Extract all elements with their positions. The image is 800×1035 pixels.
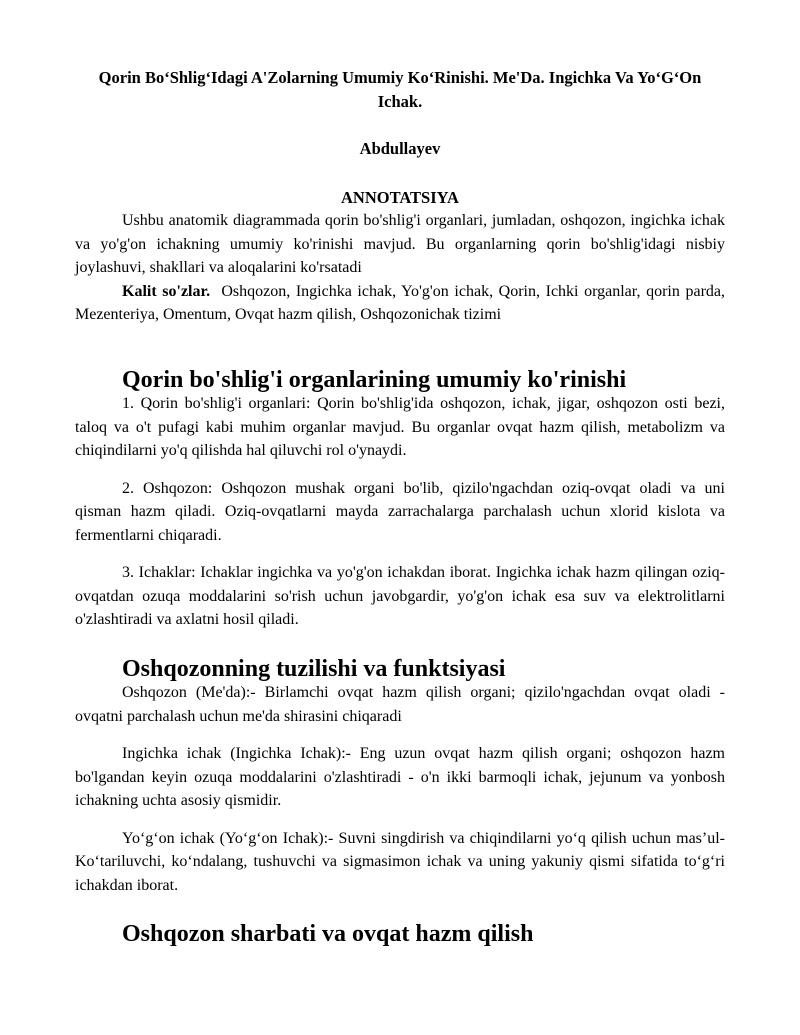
section-heading-overview: Qorin bo'shlig'i organlarining umumiy ko'rinishi: [122, 366, 627, 393]
keywords-paragraph: [75, 280, 725, 327]
document-title: Qorin Bo‘Shlig‘Idagi A'Zolarning Umumiy Ko‘Rinishi. Me'Da. Ingichka Va Yo‘G‘On Ichak.: [98, 68, 702, 111]
paragraph-intestines: 3. Ichaklar: Ichaklar ingichka va yo'g'on ichakdan iborat. Ingichka ichak hazm qilingan oziq-ovqatdan ozuqa moddalarini so'rish uchun javobgardir, yo'g'on ichak esa suv va elektrolitlarni o'zlashtiradi va axlatni hosil qiladi.: [75, 564, 725, 628]
document-page: [75, 66, 725, 947]
spacer: [75, 547, 725, 561]
spacer: [75, 463, 725, 477]
paragraph-small-intestine: Ingichka ichak (Ingichka Ichak):- Eng uzun ovqat hazm qilish organi; oshqozon hazm bo'lgandan keyin ozuqa moddalarini o'zlashtiradi - o'n ikki barmoqli ichak, jejunum va yonbosh ichakning uchta asosiy qismidir.: [75, 745, 725, 809]
paragraph-abdominal-organs: 1. Qorin bo'shlig'i organlari: Qorin bo'shlig'ida oshqozon, ichak, jigar, oshqozon osti bezi, taloq va o't pufagi kabi muhim organlar mavjud. Bu organlar ovqat hazm qilish, metabolizm va chiqindilarni yo'q qilishda hal qiluvchi rol o'ynaydi.: [75, 395, 725, 459]
keywords-label: Kalit so'zlar.: [122, 282, 211, 300]
spacer: [75, 632, 725, 658]
annotation-paragraph: Ushbu anatomik diagrammada qorin bo'shlig'i organlari, jumladan, oshqozon, ingichka ichak va yo'g'on ichakning umumiy ko'rinishi mavjud. Bu organlarning qorin bo'shlig'idagi nisbiy joylashuvi, shakllari va aloqalarini ko'rsatadi: [75, 212, 725, 276]
paragraph-large-intestine: Yo‘g‘on ichak (Yo‘g‘on Ichak):- Suvni singdirish va chiqindilarni yo‘q qilish uchun mas’ul- Ko‘tariluvchi, ko‘ndalang, tushuvchi va sigmasimon ichak va uning yakuniy qismi sifatida to‘g‘ri ichakdan iborat.: [75, 829, 725, 894]
spacer: [75, 728, 725, 742]
section-heading-stomach-structure: Oshqozonning tuzilishi va funktsiyasi: [122, 655, 506, 682]
author-name: Abdullayev: [359, 139, 441, 158]
section-heading-gastric-juice: Oshqozon sharbati va ovqat hazm qilish: [122, 921, 534, 947]
keywords-text: Oshqozon, Ingichka ichak, Yo'g'on ichak, Qorin, Ichki organlar, qorin parda, Mezenteriya, Omentum, Ovqat hazm qilish, Oshqozonichak tizimi: [75, 282, 725, 323]
spacer: [75, 813, 725, 827]
spacer: [75, 327, 725, 369]
spacer: [75, 897, 725, 923]
paragraph-stomach: 2. Oshqozon: Oshqozon mushak organi bo'lib, qizilo'ngachdan oziq-ovqat oladi va uni qisman hazm qiladi. Oziq-ovqatlarni mayda zarrachalarga parchalash uchun xlorid kislota va fermentlarni chiqaradi.: [75, 479, 725, 544]
annotation-heading: ANNOTATSIYA: [341, 187, 459, 207]
paragraph-me-da: Oshqozon (Me'da):- Birlamchi ovqat hazm qilish organi; qizilo'ngachdan ovqat oladi - ovqatni parchalash uchun me'da shirasini chiqaradi: [75, 684, 725, 725]
